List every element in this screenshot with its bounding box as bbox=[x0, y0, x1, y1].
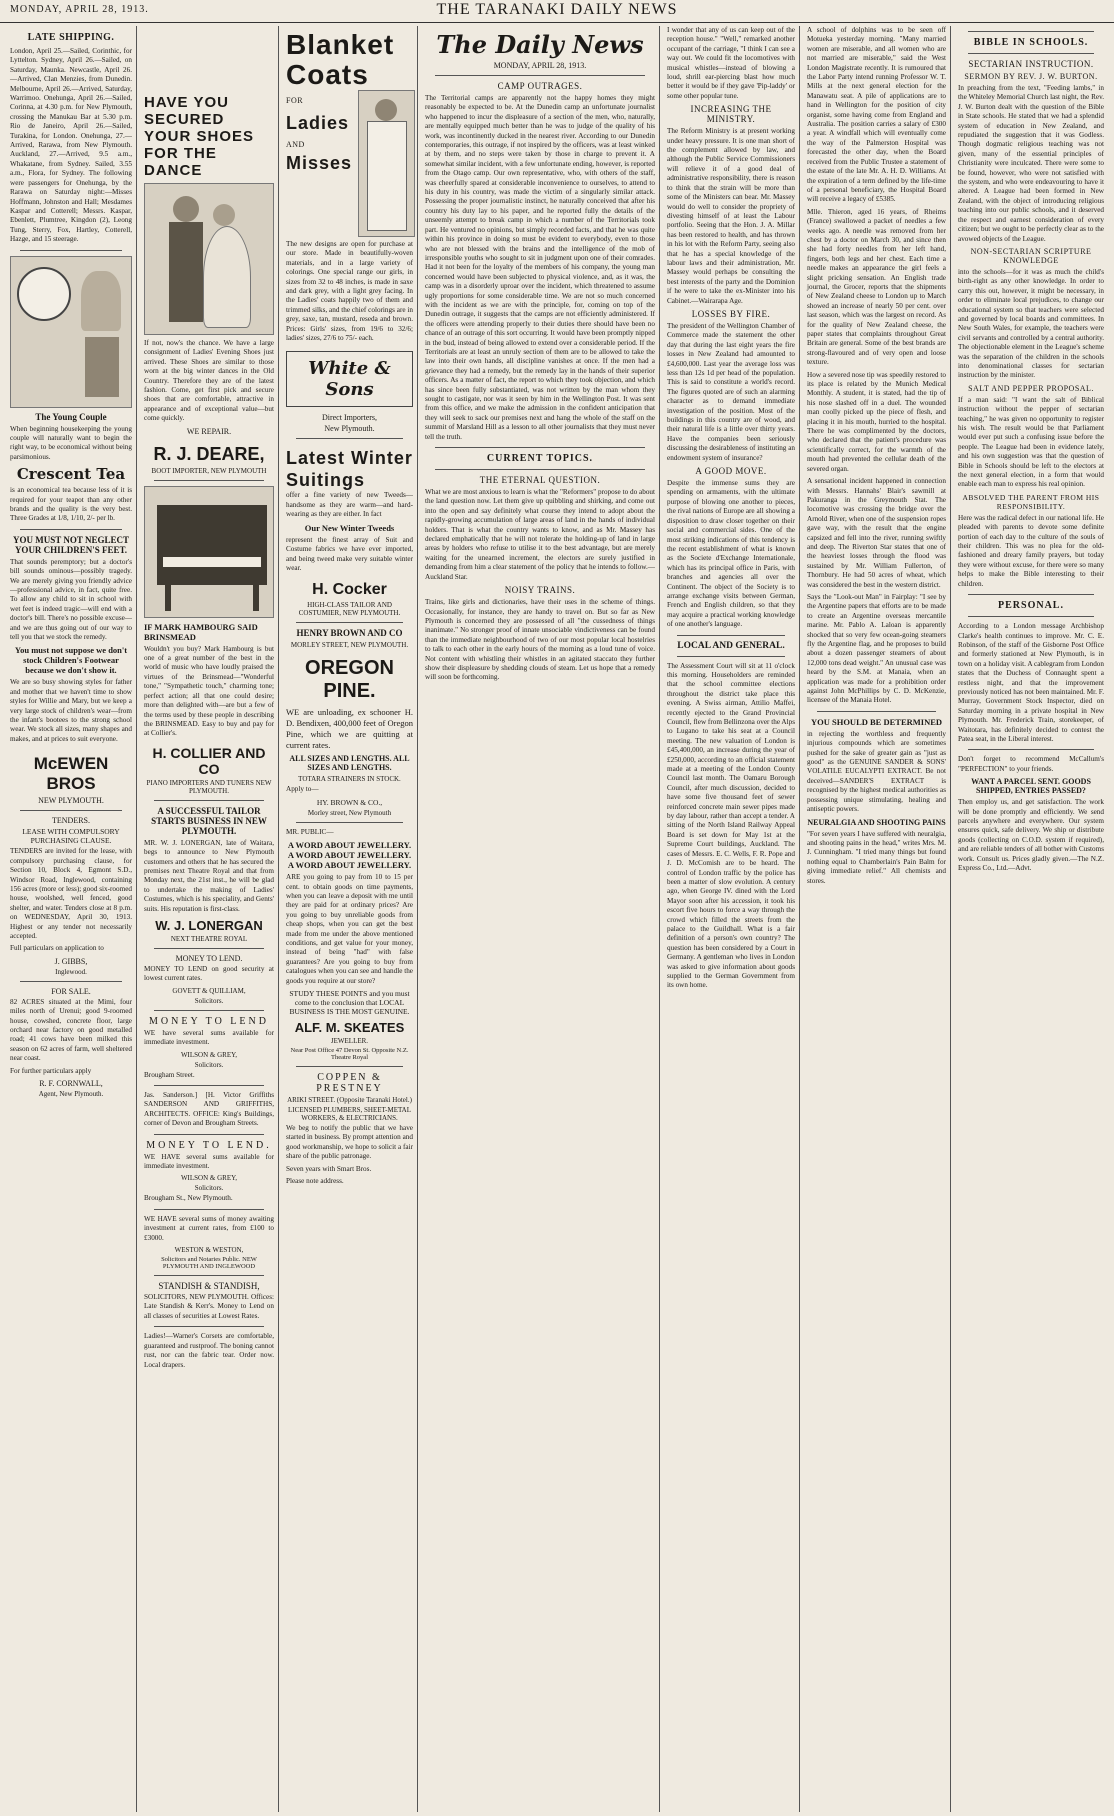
column-7 bbox=[954, 26, 1108, 1812]
blanket-ad-block bbox=[286, 90, 413, 240]
camp-heading: CAMP OUTRAGES. bbox=[497, 81, 583, 91]
blanket-for: FOR bbox=[286, 96, 304, 105]
tenders-apply: Full particulars on application to bbox=[10, 944, 104, 953]
tea-text: When beginning housekeeping the young couple will naturally want to begin the right way, to be economical without being parsimonious. bbox=[10, 424, 132, 461]
local-heading: LOCAL AND GENERAL. bbox=[677, 640, 785, 651]
coppen-role: LICENSED PLUMBERS, SHEET-METAL WORKERS, & ELECTRICIANS. bbox=[287, 1106, 412, 1122]
pine-heading: OREGON PINE. bbox=[305, 657, 394, 703]
tea-couple-illustration bbox=[10, 256, 132, 408]
coppen-text: We beg to notify the public that we have started in business. By prompt attention and good workmanship, we hope to solicit a fair share of the public patronage. bbox=[286, 1124, 413, 1161]
bible-text-3: If a man said: "I want the salt of Biblical instruction without the pepper of sectarian teaching," he was given no opportunity to register his wish. The result would be that Parliament would ever put such a confusing issue before the people. The League had been in evidence lately, and his own suggestion was that the question of Bible in Schools should be left to the electors at the next general election, in a form that would enable each man to express his real opinion. bbox=[958, 395, 1104, 489]
column-3 bbox=[282, 26, 418, 1812]
masthead-title: THE TARANAKI DAILY NEWS bbox=[436, 1, 678, 18]
daily-news-logo: The Daily News bbox=[436, 30, 644, 59]
sermon-heading: SERMON BY REV. J. W. BURTON. bbox=[964, 72, 1098, 81]
weston-text: WE HAVE several sums of money awaiting investment at current rates, from £100 to £3000. bbox=[144, 1214, 274, 1242]
ministry-text: The Reform Ministry is at present working under heavy pressure. It is one man short of the complement allowed by law, and although the Public Service Commissioners will relieve it of a good deal of administrative responsibility, there is reason to think that the strain will be more than some of the Ministers can bear. Mr. Massey would do well to consider the propriety of divesting himself of at least the Labour portfolio. Seeing that the Hon. J. A. Millar has been restored to health, and has thrown in his lot with the Reform Party, seeing also that he has a special knowledge of the labour laws and their administration, Mr. Massey would perhaps be consulting the best interests of the party and the Dominion if he were to take the ex-Minister into his Cabinet.—Wairarapa Age. bbox=[667, 127, 795, 305]
brinsmead-text: Wouldn't you buy? Mark Hambourg is but one of a great number of the best in the world of music who have loudly praised the virtues of the Brinsmead—"Wonderful tone," "Sympathetic touch," charming tone; perfect action; all that one could desire; more than delighted with—are but a few of the terms used by these people in describing the BRINSMEAD. Easy to buy and pay for at Collier's. bbox=[144, 644, 274, 738]
masthead-date: MONDAY, APRIL 28, 1913. bbox=[10, 4, 149, 15]
cocker-name: H. Cocker bbox=[312, 581, 387, 599]
column-1 bbox=[6, 26, 137, 1812]
collier-role: PIANO IMPORTERS AND TUNERS NEW PLYMOUTH. bbox=[146, 778, 272, 795]
money2-role: Solicitors. bbox=[194, 1060, 224, 1069]
blanket-heading: Blanket Coats bbox=[286, 29, 395, 90]
totara: TOTARA STRAINERS IN STOCK. bbox=[298, 775, 401, 784]
move-heading: A GOOD MOVE. bbox=[695, 466, 767, 477]
corset-text: Ladies!—Warner's Corsets are comfortable, guaranteed and rustproof. The boning cannot rust, nor can the fabric tear. Order now. Local drapers. bbox=[144, 1332, 274, 1369]
apply-label: Apply to— bbox=[286, 785, 319, 794]
shoes-text: If not, now's the chance. We have a large consignment of Ladies' Evening Shoes just arrived. These Shoes are similar to those worn at the big winter dances in the Old Country. Therefore they are of the latest fashion. Come, get first pick and secure shoes that are comfortable, attractive in appearance and of exceptional value—but come quickly. bbox=[144, 339, 274, 423]
skeates-address: Near Post Office 47 Devon St. Opposite N.Z. Theatre Royal bbox=[290, 1047, 409, 1061]
absolute-heading: ABSOLVED THE PARENT FROM HIS RESPONSIBILITY. bbox=[962, 492, 1100, 511]
piano-illustration bbox=[144, 486, 274, 618]
mccallum-note: Don't forget to recommend McCallum's "PERFECTION" to your friends. bbox=[958, 755, 1104, 773]
lonergan-name: W. J. LONERGAN bbox=[155, 917, 263, 933]
smart-bros: Seven years with Smart Bros. bbox=[286, 1164, 372, 1173]
winter-sub: Our New Winter Tweeds bbox=[304, 522, 395, 533]
parcel-text: Then employ us, and get satisfaction. The work will be done promptly and efficiently. We send parcels anywhere and everywhere. Our system ensures quick, safe delivery. We ship or distribute goods (collecting on C.O.D. system if required), and are reliable tenders of all bother with Customs work. Consult us. Prices gladly given.—The N.Z. Express Co., Ltd.—Advt. bbox=[958, 798, 1104, 873]
children-heading: YOU MUST NOT NEGLECT YOUR CHILDREN'S FEET. bbox=[13, 534, 129, 555]
noisy-heading: NOISY TRAINS. bbox=[504, 585, 576, 596]
cornwall-role: Agent, New Plymouth. bbox=[38, 1090, 104, 1098]
move-text: Despite the immense sums they are spending on armaments, with the ultimate purpose of blowing one another to pieces, the rival nations of Europe are all showing a disposition to draw closer together on their social and commercial sides. One of the most striking indications of this tendency is the recent establishment of what is known as the Societe d'Exchange Internationale, which has its principal office in Paris, with branches and agencies all over the Continent. The object of the Society is to arrange exchange visits between German, French and English children, so that they may acquire a practical working knowledge of one another's language. bbox=[667, 479, 795, 629]
dancing-couple-illustration bbox=[144, 183, 274, 335]
ministry-heading: INCREASING THE MINISTRY. bbox=[690, 104, 772, 125]
money1-heading: MONEY TO LEND. bbox=[175, 953, 243, 963]
column-4 bbox=[421, 26, 660, 1812]
fire-text: The president of the Wellington Chamber of Commerce made the statement the other day that during the last eight years the fire losses in New Zealand had amounted to £4,600,000. Last year the average loss was less than 12s 1d per head of the population. This is said to constitute a world's record. The figures quoted are of such an alarming character as to demand immediate investigation of the position. Most of the buildings in this country are of wood, and their natural life is a little over thirty years. Have the companies been seriously discussing the desirableness of instituting an endowment system of insurance? bbox=[667, 321, 795, 462]
col6-text-5: Says the "Look-out Man" in Fairplay: "I see by the Argentine papers that efforts are to be made to create an Argentine overseas mercantile marine. Mr. Pablo A. Laloan is apparently shocked that so very few ocean-going steamers fly the Argentine flag, and he proposes to build about a dozen passenger steamers of about 12,000 tons dead weight." An unusual case was heard by the S.M. at Manaia, when an application was made for a prohibition order against John McPhillips by C. D. McKenzie, licensee of the Manaia Hotel. bbox=[807, 592, 946, 705]
eternal-heading: THE ETERNAL QUESTION. bbox=[479, 475, 601, 486]
weston-role: Solicitors and Notaries Public. NEW PLYMOUTH AND INGLEWOOD bbox=[161, 1256, 257, 1271]
sanderson-text: Jas. Sanderson.] [H. Victor Griffiths SANDERSON AND GRIFFITHS, ARCHITECTS. OFFICE: King's Buildings, corner of Devon and Brougham Streets. bbox=[144, 1091, 274, 1128]
sale-text: 82 ACRES situated at the Mimi, four miles north of Urenui; good 9-roomed house, cowshed, concrete floor, large orchard near factory on good metalled road; 41 cows have been milked this season on 62 acres of farm, well sheltered near coast. bbox=[10, 997, 132, 1063]
skeates-name: ALF. M. SKEATES bbox=[294, 1020, 405, 1035]
col6-text-2: Mlle. Thieron, aged 16 years, of Rheims (France) swallowed a packet of needles a few weeks ago. A needle was removed from her chest by a doctor on March 30, and since then she had forty needles from her left hand, fingers, both legs and her chest. Each time a needle makes an appearance the girl feels a slight pricking sensation. An English trade journal, the Grocer, reports that the shipments of New Zealand cheese to London up to March showed an increase of nearly 50 per cent. over last season, which was the largest on record. As for the quality of New Zealand cheese, the paper states that complaints throughout Great Britain are general. Some of the best brands are strong-flavoured and of very open and loose texture. bbox=[807, 207, 946, 367]
neuralgia-text: "For seven years I have suffered with neuralgia, and shooting pains in the head," writes Mrs. M. J. Cunningham. "I tried many things but found nothing equal to Chamberlain's Pain Balm for giving immediate relief." All chemists and stores. bbox=[807, 829, 946, 885]
blanket-ladies: Ladies bbox=[286, 113, 350, 133]
brinsmead-heading: IF MARK HAMBOURG SAID BRINSMEAD bbox=[144, 621, 258, 642]
masthead bbox=[0, 0, 1114, 23]
column-2 bbox=[140, 26, 279, 1812]
repair-label: WE REPAIR. bbox=[186, 426, 232, 436]
personal-text: According to a London message Archbishop Clarke's health continues to improve. Mr. C. E. Robinson, of the staff of the Gisborne Post Office and formerly stationed at New Plymouth, is in town on a holiday visit. A cablegram from London states that the Duchess of Connaught spent a restless night, and that the improvement previously noticed has not been maintained. Mr. F. Murray, Government Stock Inspector, died on Saturday morning in a private hospital in New Plymouth. Mr. Frederick Train, storekeeper, of Waitotara, has definitely decided to contest the Patea seat, in the Liberal interest. bbox=[958, 622, 1104, 743]
tenders-heading: TENDERS. bbox=[52, 816, 90, 826]
blanket-and: AND bbox=[286, 140, 305, 149]
mcewen-bros: McEWEN BROS bbox=[33, 754, 109, 794]
winter-heading: Latest Winter Suitings bbox=[286, 448, 413, 491]
crescent-tea-logo bbox=[17, 267, 71, 321]
coppen-address: ARIKI STREET. (Opposite Taranaki Hotel.) bbox=[287, 1096, 412, 1104]
current-topics-heading: CURRENT TOPICS. bbox=[486, 453, 594, 465]
jewellery-intro: MR. PUBLIC— bbox=[286, 827, 334, 836]
deare-name: R. J. DEARE, bbox=[153, 443, 265, 464]
jewellery-heading: A WORD ABOUT JEWELLERY. A WORD ABOUT JEWELLERY. A WORD ABOUT JEWELLERY. bbox=[287, 840, 412, 871]
secular-heading: SECTARIAN INSTRUCTION. bbox=[968, 59, 1094, 69]
col6-text-3: How a severed nose tip was speedily restored to its place is related by the Munich Medical Monthly. A student, it is stated, had the tip of his nose slashed off in a duel. The wounded man coolly picked up the piece of flesh, and placing it in his mouth, hurried to the hospital. There he was complimented by the doctors, who declared that the patient's procedure was scientifically correct, for the warmth of the mouth had prevented the cellular death of the severed organ. bbox=[807, 370, 946, 473]
collier-name: H. COLLIER AND CO bbox=[152, 744, 266, 777]
children-text: That sounds peremptory; but a doctor's bill sounds ominous—possibly tragedy. We are merely giving you friendly advice—professional advice, in fact, quite free. To allow any child to sit in school with wet feet is indeed tragic—will end with a doctor's bill. There's no possible excuse—and we are thus going out of our way to tell you that we stock the remedy. bbox=[10, 557, 132, 642]
personal-heading: PERSONAL. bbox=[998, 600, 1064, 612]
money1-firm: GOVETT & QUILLIAM, bbox=[172, 986, 246, 995]
skeates-role: JEWELLER. bbox=[330, 1037, 369, 1045]
bible-text: In preaching from the text, "Feeding lambs," in the Whiteley Memorial Church last night, the Rev. J. W. Burton dealt with the question of the Bible in State schools. He stated that we had a splendid system of education in New Zealand, and repudiated the suggestion that it was Godless. Though dogmatic religious teaching was not given, many of the essential principles of Christianity were inculcated. There were some to be found, however, who were not satisfied with the system, and who were endeavouring to have it altered. A League had been formed in New Zealand, with the object of introducing religious teaching into our public schools, and it deserved the respect and earnest consideration of every citizen; but we ought to be perfectly clear as to the avowed objects of the League. bbox=[958, 84, 1104, 243]
determined-heading: YOU SHOULD BE DETERMINED bbox=[810, 716, 943, 727]
bible-heading: BIBLE IN SCHOOLS. bbox=[973, 37, 1089, 48]
shoes-heading: HAVE YOU SECURED YOUR SHOES FOR THE DANCE bbox=[144, 94, 255, 179]
standish-text: SOLICITORS, NEW PLYMOUTH. Offices: Late Standish & Kerr's. Money to Lend on all classes of securities at Lowest Rates. bbox=[144, 1293, 274, 1320]
money3-firm: WILSON & GREY, bbox=[180, 1174, 238, 1183]
lease-heading: LEASE WITH COMPULSORY PURCHASING CLAUSE. bbox=[22, 827, 120, 846]
money1-text: MONEY TO LEND on good security at lowest current rates. bbox=[144, 964, 274, 983]
col6-text-4: A sensational incident happened in connection with Messrs. Hannahs' Blair's sawmill at Pakuranga in the Greymouth Stat. The locomotive was crossing the bridge over the Arnold River, when one of the suspension ropes gave way, with the result that the engine capsized and fell into the river, running swiftly and deep. The Riverton Star states that one of the heaviest losses through the flood was sustained by Mr. William Fullerton, of Thornbury. He had 50 acres of wheat, which was considered the best in the western district. bbox=[807, 477, 946, 589]
camp-text: The Territorial camps are apparently not the happy homes they might reasonably be expected to be. At the Dunedin camp an unfortunate journalist who happened to incur the displeasure of a section of the men, who, naturally, are mentally equipped much better than he was to judge of the quality of his work, was incontinently ducked in the nearest river. According to our Dunedin contemporaries, this outrage, if not inspired by the officers, was at least winked at by them, and no steps were taken by those in charge to prevent it. A somewhat similar incident, with a few unfortunate ending, however, is reported from the Otago camp. Our own representative, who, with others of the staff, was cheerfully spared at considerable inconvenience to ourselves, to attend to his duty in his country, was made the victim of a singularly similar attack. Possessing the proper journalistic instinct, he naturally conceived that after his country his duty lay to his paper, and he reported fully the details of the unseemly attempt to break camp in which a number of the Territorials took part. He ventured no opinions, but simply recorded facts, and that he was quite within his province in doing so must be evident to everybody, even to those who are not blessed with the brains and the intelligence of the mob of irresponsible youths who sought to sit in judgment upon one of their comrades. Had it not been for the loyalty of the members of his company, the young man concerned would have been subjected to physical violence, and, as it was, the camp was in a disorderly uproar over the incident, which threatened to assume ugly proportions for some considerable time. We are not so much concerned with the incident as we are with the principle, for, coming on top of the Dunedin outrage, it suggests that the camps are not efficiently administered. If the officers were attending properly to their duties there should have been no chance of an outrage of this sort occurring. It would have been promptly nipped in the bud, instead of being allowed to extend over a considerable period. If the Territorials are at least an unruly section of them are to be allowed to take the law into their own hands, all discipline vanishes at once. If the men had a grievance they had a remedy, but the remedy lay in the hands of their superior officers. As a matter of fact, the report to which they took objection, and which has since been fully substantiated, was not written by the man whom they sought to castigate, nor was it seen by him in the Wellington Post. It was sent from this office, and we make the admission in the confident anticipation that they will seek to sack our premises next and hang the whole of the staff on the summit of Marsland Hill as a lesson to all other journalists that they must never tell the truth. bbox=[425, 94, 655, 441]
children-heading-2: You must not suppose we don't stock Children's Footwear because we don't show it. bbox=[14, 645, 128, 676]
neuralgia-heading: NEURALGIA AND SHOOTING PAINS bbox=[807, 817, 946, 827]
bible-text-2: into the schools—for it was as much the child's birth-right as any other knowledge. In order to carry this out, however, it might be necessary, in order to eliminate local prejudices, to change our educational system so that teachers were selected and governed by local boards and committees. In New South Wales, for example, the teachers were civil servants and controlled by a central authority. The objectionable element in the League's scheme was the separation of the children in the schools into denominational classes for sectarian instruction by the minister. bbox=[958, 267, 1104, 380]
whites-place: New Plymouth. bbox=[324, 424, 375, 434]
money3-address: Brougham St., New Plymouth. bbox=[144, 1194, 233, 1203]
fire-heading: LOSSES BY FIRE. bbox=[691, 308, 771, 319]
determined-text: in rejecting the worthless and frequently injurious compounds which are sometimes pushed for the sake of greater gain as "just as good" as the GENUINE SANDER & SONS' VOLATILE EUCALYPTI EXTRACT. Be not deceived—SANDER'S EXTRACT is recognised by the highest medical authorities as possessing unique stimulating, healing and antiseptic powers. bbox=[807, 729, 946, 814]
blanket-text: The new designs are open for purchase at our store. Made in beautifully-woven materials, and in a large variety of colorings. One special range our girls, in sizes from 32 to 48 inches, is made in saxe and dark grey, with a light grey facing. In the Ladies' coats happily two of them and trimmed silks, and the chief colorings are in grey, saxe, tan, mustard, reseda and brown. Prices: Girls' sizes, from 19/6 to 32/6; ladies' sizes, 27/6 to 75/- each. bbox=[286, 240, 413, 343]
money3-heading: MONEY TO LEND. bbox=[146, 1139, 272, 1151]
column-6 bbox=[803, 26, 951, 1812]
mcewen-place: NEW PLYMOUTH. bbox=[38, 796, 104, 806]
non-sect-heading: NON-SECTARIAN SCRIPTURE KNOWLEDGE bbox=[970, 246, 1092, 265]
gibbs-place: Inglewood. bbox=[55, 967, 87, 976]
cornwall-name: R. F. CORNWALL, bbox=[39, 1079, 103, 1088]
whites-role: Direct Importers, bbox=[321, 413, 378, 423]
col6-text-1: A school of dolphins was to be seen off Motueka yesterday morning. "Many married women are miserable, and all women who are not married are miserable," said the West London Magistrate recently. It is rumoured that the Labor Party intend running Professor W. T. Mills at the next general election for the Manawatu seat. A pile of applications are to hand in Wellington for the position of city organist, some having come from England and Australia. The position carries a salary of £300 a year. A windfall which will eventually come the way of the Palmerston Hospital was forecasted the other day, when the Board received from the Public Trustee a statement of the estate of the late Mr. A. H. D. Williams. At the expiration of a term defined by the life-time of a personal beneficiary, the Hospital Board will receive a legacy of £5385. bbox=[807, 26, 946, 204]
money2-text: WE have several sums available for immediate investment. bbox=[144, 1028, 274, 1047]
note-address: Please note address. bbox=[286, 1177, 344, 1186]
money3-text: WE HAVE several sums available for immediate investment. bbox=[144, 1152, 274, 1171]
deare-role: BOOT IMPORTER, NEW PLYMOUTH bbox=[151, 466, 267, 475]
blanket-misses: Misses bbox=[286, 153, 353, 173]
jewellery-text: ARE you going to pay from 10 to 15 per cent. to obtain goods on time payments, when you can leave a deposit with me until they are paid for at ordinary prices? Are you going to buy unreliable goods from cheap shops, when you can get the best made from me under the above mentioned conditions, and get value for your money, instead of being "had" with false guarantees? Are you going to buy from catalogues when you can see and handle the goods you require at our store? bbox=[286, 873, 413, 985]
gibbs-name: J. GIBBS, bbox=[54, 956, 88, 966]
hbrown-name: HENRY BROWN AND CO bbox=[296, 628, 403, 639]
col5-text-1: I wonder that any of us can keep out of the reception house." "Well," remarked another occupant of the carriage, "I think I can see a way out. We could fit the locomotives with musical whistles—instead of blowing a loud, shrill ear-piercing blast how much better it would be if they gave 'Pip-laddy' or some other popular tune. bbox=[667, 26, 795, 100]
eternal-text: What we are most anxious to learn is what the "Reformers" propose to do about the land question now. Let them give up quibbling and shirking, and come out into the open and say definitely what course they intend to adopt about the rapidly-growing accumulation of large areas of land in the hands of individual holders. That is what the country wants to know, and as Mr. Massey has declared emphatically that he will not tolerate the holding-up of land in large areas by holders who refuse to utilise it to the best advantage, but are merely waiting for the unearned increment, the electors are surely justified in demanding from him a clear statement of the policy that he intends to follow.—Auckland Star. bbox=[425, 488, 655, 581]
shipping-heading: LATE SHIPPING. bbox=[27, 32, 115, 43]
pine-text: WE are unloading, ex schooner H. D. Bendixen, 400,000 feet of Oregon Pine, which we are quitting at current rates. bbox=[286, 707, 413, 751]
local-text: The Assessment Court will sit at 11 o'clock this morning. Householders are reminded that the school committee elections throughout the district take place this evening. A Swiss airman, Attilio Maffei, recently ejected to the Grand Provincial Council, flew from Bellinzona over the Alps to Lugano to take his seat at a Council meeting. The new valuation of London is £45,400,000, an increase during the year of £250,000, according to an official statement made at a meeting of the London County Council last month. The Oamaru Borough Council, after much discussion, decided to have some five thousand feet of sewer reinforced concrete main sewer pipes made by day labour, rather than accept a tender. A sitting of the North Island Railway Appeal Board is set down for May 1st at the Supreme Court buildings, Auckland. The cases of Messrs. E. C. Wells, F. R. Pope and J. D. McComish are to be heard. The control of London traffic by the police has been a matter of slow evolution. A century ago, when George IV. dined with the Lord Mayor soon after his accession, it took his escort five hours to force a way through the crowd which filled the streets from the palace to the Guildhall. What is a fair definition of a person's own country? The question has been considered by a Court in Germany. A gentleman who lives in London was asked to give information about goods supplied to the German Government from its own home. bbox=[667, 661, 795, 990]
tea-brand: Crescent Tea bbox=[16, 465, 126, 484]
whites-logo: White & Sons bbox=[308, 358, 391, 401]
weston-firm: WESTON & WESTON, bbox=[174, 1246, 244, 1255]
bible-text-4: Here was the radical defect in our national life. He pleaded with parents to devote some definite portion of each day to the culture of the souls of their children. This was no plea for the old-fashioned and dreary family prayers, but today they were without excuse, for there were so many helps to make the Bible interesting to their children. bbox=[958, 513, 1104, 588]
tea-caption: The Young Couple bbox=[35, 411, 107, 422]
standish-heading: STANDISH & STANDISH, bbox=[158, 1281, 260, 1292]
pepper-heading: SALT AND PEPPER PROPOSAL. bbox=[968, 383, 1094, 393]
money2-firm: WILSON & GREY, bbox=[180, 1050, 238, 1059]
hbrown-address: MORLEY STREET, NEW PLYMOUTH. bbox=[290, 641, 409, 650]
hbrown2-address: Morley street, New Plymouth bbox=[307, 808, 392, 817]
editorial-date: MONDAY, APRIL 28, 1913. bbox=[493, 61, 587, 70]
column-5 bbox=[663, 26, 800, 1812]
money1-role: Solicitors. bbox=[194, 996, 224, 1005]
tea-text-2: is an economical tea because less of it is required for your teapot than any other brands and the quality is the very best. Three Grades at 1/8, 1/10, 2/- per lb. bbox=[10, 486, 132, 523]
cocker-role: HIGH-CLASS TAILOR AND COSTUMIER, NEW PLYMOUTH. bbox=[298, 601, 401, 618]
coppen-name: COPPEN & PRESTNEY bbox=[316, 1072, 383, 1094]
pine-sizes: ALL SIZES AND LENGTHS. ALL SIZES AND LENGTHS. bbox=[289, 754, 410, 773]
tailor-heading: A SUCCESSFUL TAILOR STARTS BUSINESS IN NEW PLYMOUTH. bbox=[151, 805, 267, 836]
whites-ad bbox=[286, 351, 413, 407]
hbrown2-name: HY. BROWN & CO., bbox=[316, 797, 383, 807]
winter-text: offer a fine variety of new Tweeds—handsome as they are warm—and hard-wearing as they are either. In fact bbox=[286, 491, 413, 519]
shipping-text: London, April 25.—Sailed, Corinthic, for Lyttelton. Sydney, April 26.—Sailed, on Saturday, Maunka. Newcastle, April 26.—Arrived, Clan Menzies, from Dunedin. Melbourne, April 26.—Arrived, Saturday, Warrimoo. Onehunga, April 26.—Sailed, Corinna, at 4.30 p.m. for New Plymouth, crossing the Manukau Bar at 5.30 p.m. Rio de Janeiro, April 26.—Sailed, Turakina, for London. Onehunga, 27.—Arrived, Rarawa, from New Plymouth. Auckland, 27.—Arrived, 9.5 a.m., Whakatane, from Sydney. Sailed, 3.55 a.m., Flora, for Sydney. The following were passengers for Onehunga, by the Rarawa on Saturday night:—Misses Hoffmann, Johnston and Hall; Mesdames Kaspar and Cotterell; Messrs. Kaspar, Ebenlett, Plumtree, Kingdon (2), Leong Tung, Sterry, Fox, Hartley, Cotterell, Hazge, and 15 steerage. bbox=[10, 47, 132, 244]
winter-text-2: represent the finest array of Suit and Costume fabrics we have ever imported, and being tweed make very suitable winter wear. bbox=[286, 535, 413, 572]
parcel-heading: WANT A PARCEL SENT. GOODS SHIPPED, ENTRIES PASSED? bbox=[971, 777, 1091, 796]
sale-heading: FOR SALE. bbox=[51, 986, 91, 996]
blanket-coat-figure bbox=[358, 90, 415, 237]
sale-apply: For further particulars apply bbox=[10, 1066, 92, 1075]
money3-role: Solicitors. bbox=[194, 1184, 224, 1193]
money2-address: Brougham Street. bbox=[144, 1070, 195, 1079]
lonergan-place: NEXT THEATRE ROYAL bbox=[170, 934, 248, 943]
tenders-text: TENDERS are invited for the lease, with compulsory purchasing clause, for Section 10, Block 4, Egmont S.D., Windsor Road, Inglewood, containing 156 acres (more or less); good six-roomed house, woolshed, well fenced, good shelter, and water. Tenders close at 8 p.m. on WEDNESDAY, April 30, 1913. Highest or any tender not necessarily accepted. bbox=[10, 847, 132, 940]
jewellery-study: STUDY THESE POINTS and you must come to the conclusion that LOCAL BUSINESS IS THE MOST GENUINE. bbox=[289, 989, 410, 1016]
noisy-text: Trains, like girls and dictionaries, have their uses in the scheme of things. Occasionally, for instance, they are handy to travel on. But so far as New Plymouth is concerned they are possessed of all "the cussedness of things inanimate." No stronger proof of innate unsociable vindictiveness can be found than the immediate neighbourhood of two of our most popular local hostelries to talk to each other in the early hours of the morning as a loud tune of voice. Not content with whistling their whistles in an agitated staccato they further show their displeasure by shedding clouds of steam. Let us hope that a remedy will soon be forthcoming. bbox=[425, 598, 655, 682]
tailor-text: MR. W. J. LONERGAN, late of Waitara, begs to announce to New Plymouth customers and others that he has secured the premises next Theatre Royal and that from Monday next, the 21st inst., he will be glad to undertake the making of Ladies' Costumes, which is his speciality, and Gents' suits. His reputation is first-class. bbox=[144, 838, 274, 913]
children-text-2: We are so busy showing styles for father and mother that we haven't time to show styles for Willie and Mary, but we keep a very large stock of children's wear—from the infant's bootees to the strong school wear. We stock all sizes, many shapes and makes, and at prices to suit everyone. bbox=[10, 678, 132, 743]
money2-heading: MONEY TO LEND bbox=[149, 1015, 269, 1027]
